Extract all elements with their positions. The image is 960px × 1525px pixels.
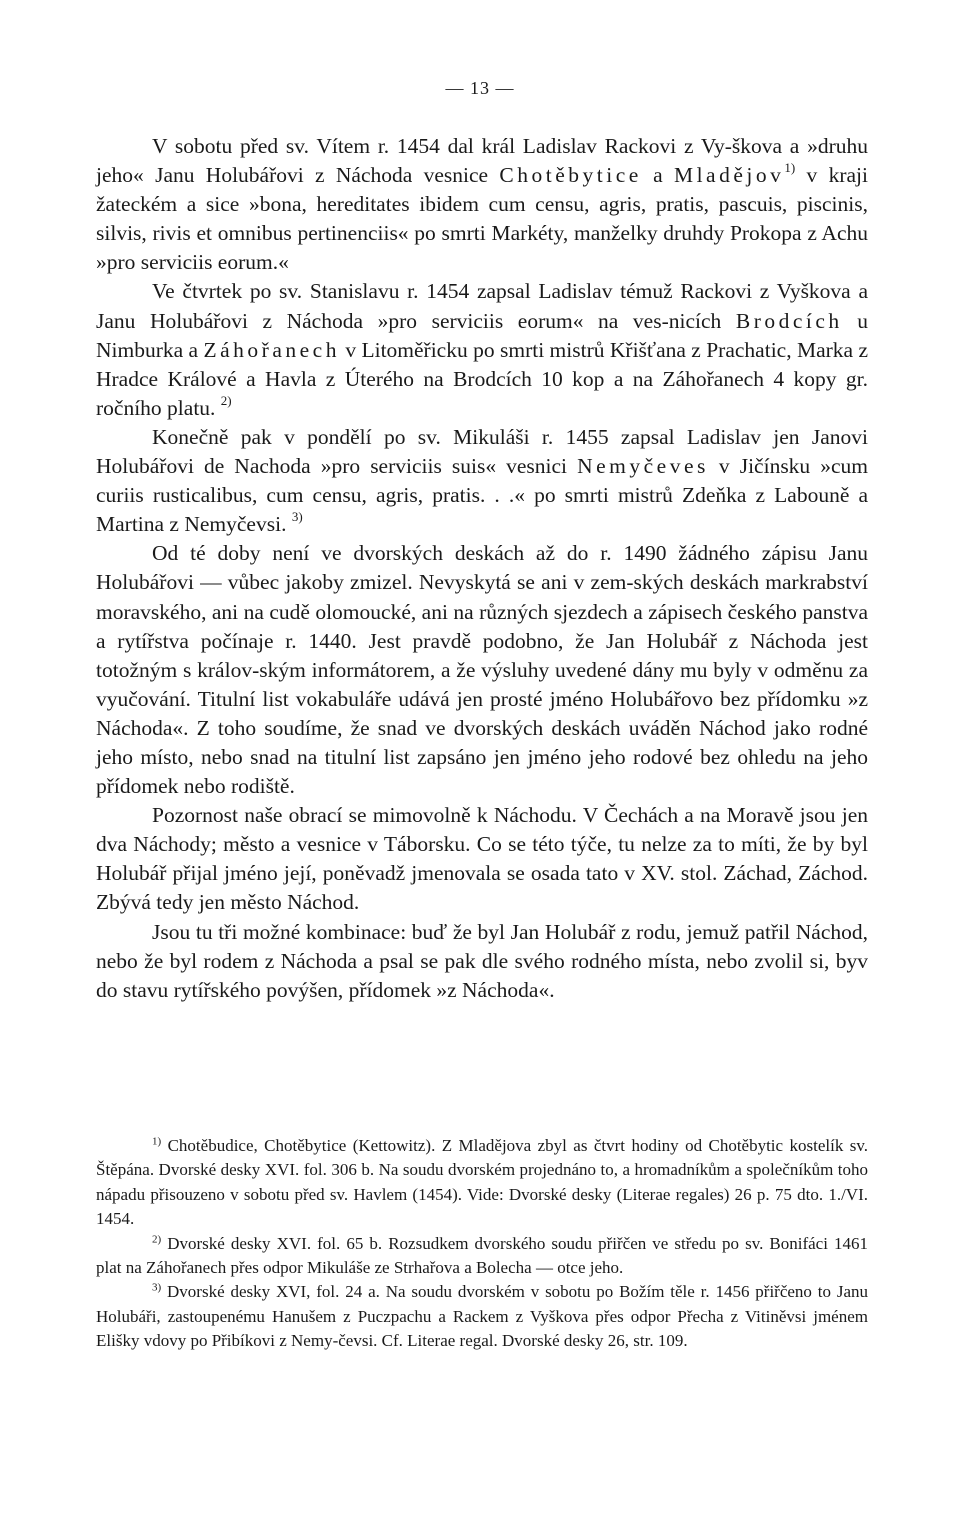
footnote-mark: 2): [152, 1232, 162, 1245]
spaced-place-name: Mladějov: [673, 163, 785, 188]
footnote-text: Dvorské desky XVI. fol. 65 b. Rozsudkem dvorského soudu přiřčen ve středu po sv. Bonifáci 1461 plat na Záhořanech přes odpor Mikuláše ze Strhařova a Bolecha — otce jeho.: [96, 1233, 868, 1278]
footnote-reference: 3): [291, 509, 303, 525]
paragraph: [96, 423, 868, 539]
footnote-mark: 1): [152, 1135, 162, 1148]
footnote-text: Dvorské desky XVI, fol. 24 a. Na soudu dvorském v sobotu po Božím těle r. 1456 přiřčeno to Janu Holubáři, zastoupenému Hanušem z Puczpachu a Rackem z Vyškova přes odpor Přecha z Vitiněvsi jménem Elišky vdovy po Přibíkovi z Nemy-čevsi. Cf. Literae regal. Dvorské desky 26, str. 109.: [96, 1282, 868, 1351]
footnote: [96, 1232, 868, 1281]
text-run: a: [641, 163, 674, 188]
footnote-text: Chotěbudice, Chotěbytice (Kettowitz). Z Mladějova zbyl as čtvrt hodiny od Chotěbytic kostelík sv. Štěpána. Dvorské desky XVI. fol. 306 b. Na soudu dvorském projednáno to, a hromadníkům a společníkům toho nápadu přisouzeno v sobotu před sv. Havlem (1454). Vide: Dvorské desky (Literae regales) 26 p. 75 dto. 1./VI. 1454.: [96, 1136, 868, 1229]
spaced-place-name: Chotěbytice: [499, 163, 642, 188]
text-run: u Nimburka a: [96, 308, 868, 362]
main-text: [96, 132, 868, 1005]
footnote: [96, 1134, 868, 1232]
footnote-reference: 1): [784, 159, 796, 175]
paragraph: [96, 539, 868, 801]
footnotes: [96, 1134, 868, 1354]
text-run: v kraji žateckém a sice »bona, hereditates ibidem cum censu, agris, pratis, pascuis, piscinis, silvis, rivis et omnibus pertinenciis« po smrti Markéty, manželky druhdy Prokopa z Achu »pro serviciis eorum.«: [96, 163, 868, 275]
spaced-place-name: Nemyčeves: [577, 454, 709, 479]
page-number: — 13 —: [445, 78, 515, 98]
footnote-mark: 3): [152, 1281, 162, 1294]
text-run: Jsou tu tři možné kombinace: buď že byl Jan Holubář z rodu, jemuž patřil Náchod, nebo že byl rodem z Náchoda a psal se pak dle svého rodného místa, nebo zvolil si, byv do stavu rytířského povýšen, přídomek »z Náchoda«.: [96, 919, 868, 1002]
text-run: Ve čtvrtek po sv. Stanislavu r. 1454 zapsal Ladislav témuž Rackovi z Vyškova a Janu Holubářovi z Náchoda »pro serviciis eorum« na ves-nicích: [96, 279, 868, 333]
paragraph: [96, 918, 868, 1005]
paragraph: [96, 132, 868, 277]
text-run: Pozornost naše obrací se mimovolně k Náchodu. V Čechách a na Moravě jsou jen dva Náchody; město a vesnice v Táborsku. Co se této týče, tu nelze za to míti, že by byl Holubář přijal jméno její, poněvadž jmenovala se osada tato v XV. stol. Záchad, Záchod. Zbývá tedy jen město Náchod.: [96, 803, 868, 915]
footnote-reference: 2): [220, 392, 232, 408]
paragraph: [96, 277, 868, 422]
footnote: [96, 1280, 868, 1353]
text-run: Konečně pak v pondělí po sv. Mikuláši r. 1455 zapsal Ladislav jen Janovi Holubářovi de Nachoda »pro serviciis suis« vesnici: [96, 424, 868, 479]
text-run: v Litoměřicku po smrti mistrů Křišťana z Prachatic, Marka z Hradce Králové a Havla z Úterého na Brodcích 10 kop a na Záhořanech 4 kopy gr. ročního platu.: [96, 337, 868, 420]
spaced-place-name: Záhořanech: [203, 337, 340, 362]
paragraph: [96, 801, 868, 917]
text-run: v Jičínsku »cum curiis rusticalibus, cum censu, agris, pratis. . .« po smrti mistrů Zdeňka z Labouně a Martina z Nemyčevsi.: [96, 454, 868, 537]
text-run: Od té doby není ve dvorských deskách až do r. 1490 žádného zápisu Janu Holubářovi — vůbec jakoby zmizel. Nevyskytá se ani v zem-ských deskách markrabství moravského, ani na cudě olomoucké, ani na různých sjezdech a zápisech českého panstva a rytířstva počínaje r. 1440. Jest pravdě podobno, že Jan Holubář z Náchoda jest totožným s králov-ským informátorem, a že výsluhy uvedené dány mu byly v odměnu za vyučování. Titulní list vokabuláře udává jen prosté jméno Holubářovo bez přídomku »z Náchoda«. Z toho soudíme, že snad ve dvorských deskách uváděn Náchod jako rodné jeho místo, nebo snad na titulní list zapsáno jen jméno jeho rodové bez ohledu na jeho přídomek nebo rodiště.: [96, 541, 868, 799]
text-run: V sobotu před sv. Vítem r. 1454 dal král Ladislav Rackovi z Vy-škova a »druhu jeho« Janu Holubářovi z Náchoda vesnice: [96, 134, 868, 188]
spaced-place-name: Brodcích: [735, 308, 843, 333]
